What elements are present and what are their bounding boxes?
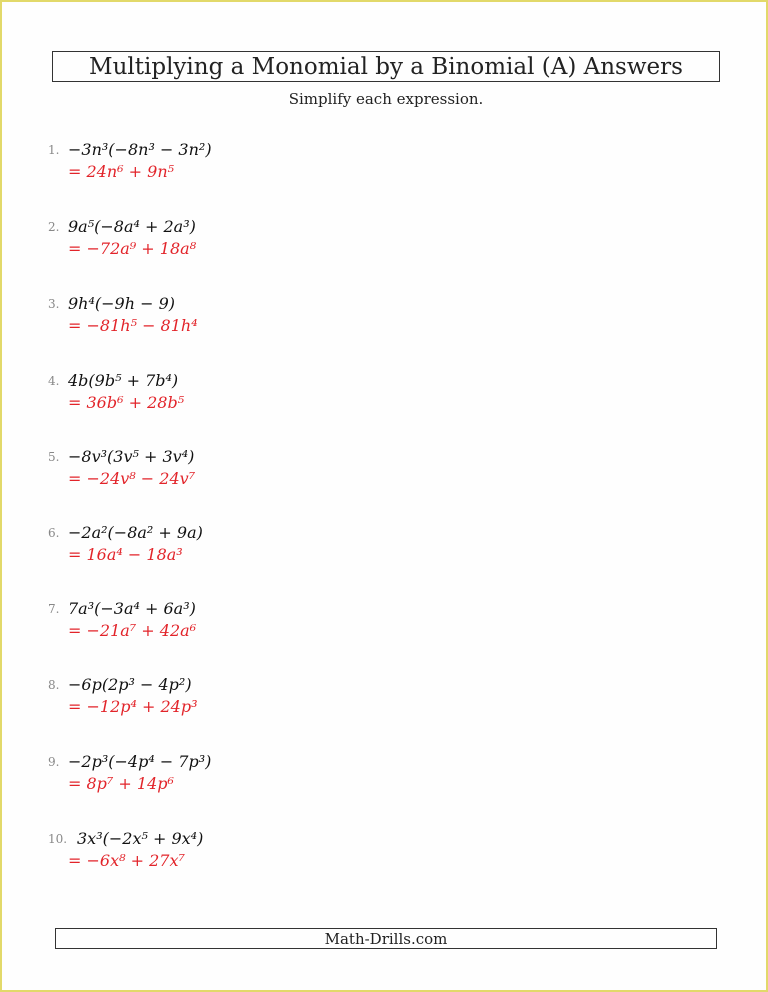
- problem-answer: = 8p⁷ + 14p⁶: [68, 774, 174, 793]
- problem-number: 2.: [48, 220, 60, 234]
- problem-answer: = 36b⁶ + 28b⁵: [68, 393, 185, 412]
- problem-expression: −8v³(3v⁵ + 3v⁴): [68, 447, 195, 466]
- problem-expression: −2p³(−4p⁴ − 7p³): [68, 752, 212, 771]
- problem-expression: 9a⁵(−8a⁴ + 2a³): [68, 217, 196, 236]
- problem-expression: −2a²(−8a² + 9a): [68, 523, 203, 542]
- problem-number: 3.: [48, 297, 60, 311]
- problem-answer: = −24v⁸ − 24v⁷: [68, 469, 196, 488]
- problem-answer: = 16a⁴ − 18a³: [68, 545, 183, 564]
- page-title: Multiplying a Monomial by a Binomial (A) Answers: [89, 53, 683, 80]
- footer-text: Math-Drills.com: [324, 929, 448, 948]
- problem-expression: 3x³(−2x⁵ + 9x⁴): [77, 829, 204, 848]
- problem-number: 9.: [48, 755, 60, 769]
- problem-number: 8.: [48, 678, 60, 692]
- problem-expression: −3n³(−8n³ − 3n²): [68, 140, 212, 159]
- title-box: [52, 51, 720, 82]
- problem-answer: = −81h⁵ − 81h⁴: [68, 316, 198, 335]
- problem-answer: = −21a⁷ + 42a⁶: [68, 621, 197, 640]
- problem-answer: = −6x⁸ + 27x⁷: [68, 851, 185, 870]
- problem-answer: = −72a⁹ + 18a⁸: [68, 239, 197, 258]
- problem-number: 10.: [48, 832, 68, 846]
- problem-expression: 7a³(−3a⁴ + 6a³): [68, 599, 196, 618]
- problem-answer: = −12p⁴ + 24p³: [68, 697, 198, 716]
- problem-expression: 4b(9b⁵ + 7b⁴): [68, 371, 179, 390]
- problem-number: 6.: [48, 526, 60, 540]
- footer-box: [55, 928, 717, 949]
- problem-expression: 9h⁴(−9h − 9): [68, 294, 176, 313]
- problem-number: 7.: [48, 602, 60, 616]
- problem-expression: −6p(2p³ − 4p²): [68, 675, 192, 694]
- problem-number: 1.: [48, 143, 60, 157]
- problem-number: 4.: [48, 374, 60, 388]
- problem-answer: = 24n⁶ + 9n⁵: [68, 162, 175, 181]
- instructions: Simplify each expression.: [288, 90, 484, 108]
- problem-number: 5.: [48, 450, 60, 464]
